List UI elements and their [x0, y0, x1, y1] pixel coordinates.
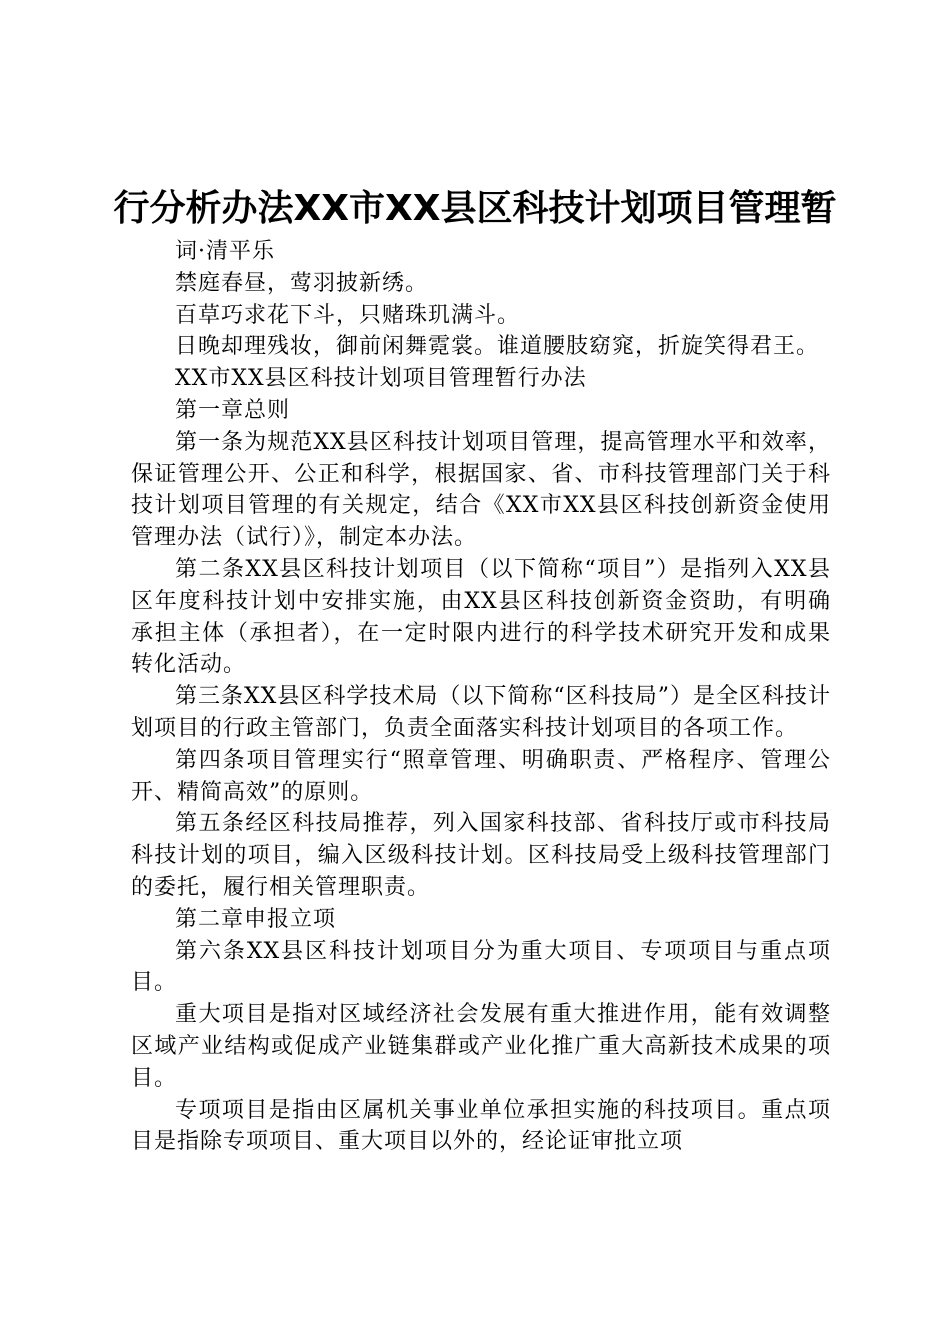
paragraph-chapter-2: 第二章申报立项 — [175, 906, 337, 932]
document-title: 行分析办法XX市XX县区科技计划项目管理暂 — [113, 188, 837, 229]
paragraph-poem-title: 词·清平乐 — [175, 239, 275, 264]
paragraph-major-projects: 重大项目是指对区域经济社会发展有重大推进作用，能有效调整区域产业结构或促成产业链集群或产业化推广重大高新技术成果的项目。 — [131, 1002, 831, 1091]
paragraph-poem-line-1: 禁庭春昼，莺羽披新绣。 — [175, 270, 429, 296]
paragraph-regulation-title: XX市XX县区科技计划项目管理暂行办法 — [175, 366, 587, 392]
paragraph-article-2: 第二条XX县区科技计划项目（以下简称“项目”）是指列入XX县区年度科技计划中安排实施，由XX县区科技创新资金资助，有明确承担主体（承担者），在一定时限内进行的科学技术研究开发和成果转化活动。 — [131, 556, 831, 678]
paragraph-article-1: 第一条为规范XX县区科技计划项目管理，提高管理水平和效率，保证管理公开、公正和科学，根据国家、省、市科技管理部门关于科技计划项目管理的有关规定，结合《XX市XX县区科技创新资金使用管理办法（试行）》，制定本办法。 — [131, 429, 831, 551]
paragraph-poem-line-2: 百草巧求花下斗，只赌珠玑满斗。 — [175, 302, 521, 328]
paragraph-special-projects: 专项项目是指由区属机关事业单位承担实施的科技项目。重点项目是指除专项项目、重大项目以外的，经论证审批立项 — [131, 1097, 831, 1155]
paragraph-chapter-1: 第一章总则 — [175, 397, 291, 423]
document-body — [131, 236, 831, 1158]
paragraph-article-5: 第五条经区科技局推荐，列入国家科技部、省科技厅或市科技局科技计划的项目，编入区级科技计划。区科技局受上级科技管理部门的委托，履行相关管理职责。 — [131, 811, 831, 900]
paragraph-article-4: 第四条项目管理实行“照章管理、明确职责、严格程序、管理公开、精简高效”的原则。 — [131, 747, 831, 805]
paragraph-poem-line-3: 日晚却理残妆，御前闲舞霓裳。谁道腰肢窈窕，折旋笑得君王。 — [175, 334, 820, 360]
paragraph-article-3: 第三条XX县区科学技术局（以下简称“区科技局”）是全区科技计划项目的行政主管部门，负责全面落实科技计划项目的各项工作。 — [131, 684, 831, 741]
paragraph-article-6: 第六条XX县区科技计划项目分为重大项目、专项项目与重点项目。 — [131, 938, 831, 996]
